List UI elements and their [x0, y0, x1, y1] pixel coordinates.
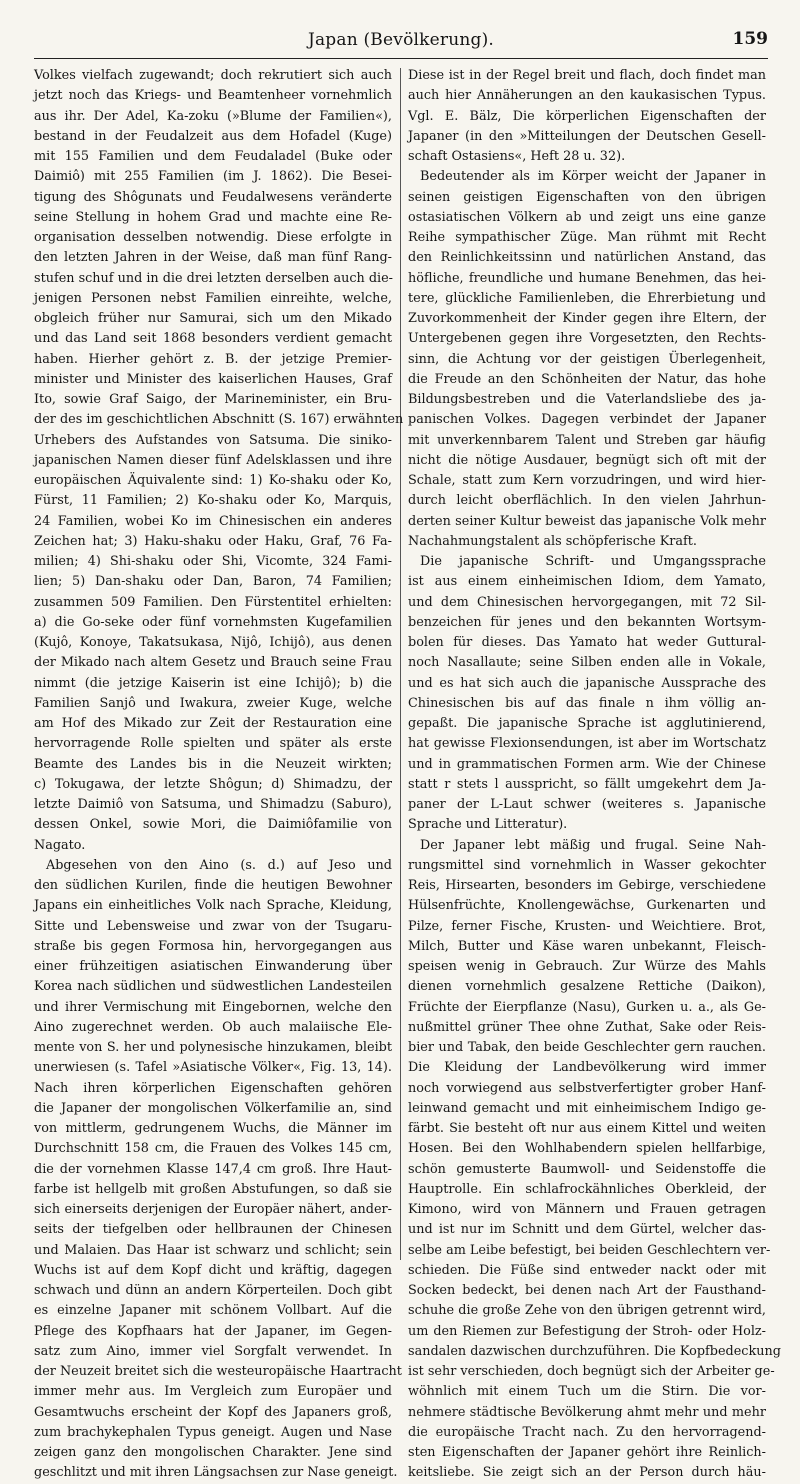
text-line: die Freude an den Schönheiten der Natur, das hohe: [408, 371, 766, 387]
text-line: nicht die nötige Ausdauer, begnügt sich oft mit der: [408, 452, 766, 468]
text-line: schieden. Die Füße sind entweder nackt oder mit: [408, 1262, 766, 1278]
text-line: mit 155 Familien und dem Feudaladel (Buke oder: [34, 149, 392, 164]
text-line: bestand in der Feudalzeit aus dem Hofadel (Kuge): [34, 128, 392, 144]
text-line: Wuchs ist auf dem Kopf dicht und kräftig, dagegen: [34, 1262, 392, 1278]
text-line: am Hof des Mikado zur Zeit der Restauration eine: [34, 716, 392, 731]
text-line: hat gewisse Flexionsendungen, ist aber im Wortschatz: [408, 736, 766, 752]
text-line: panischen Volkes. Dagegen verbindet der Japaner: [408, 412, 766, 428]
text-line: Socken bedeckt, bei denen nach Art der Fausthand-: [408, 1283, 766, 1298]
text-line: Reis, Hirsearten, besonders im Gebirge, verschiedene: [408, 878, 766, 893]
text-line: seits der tiefgelben oder hellbraunen der Chinesen: [34, 1222, 392, 1238]
text-line: c) Tokugawa, der letzte Shôgun; d) Shimadzu, der: [34, 776, 392, 792]
text-line: der des im geschichtlichen Abschnitt (S. 167) erwähnten: [34, 412, 404, 428]
text-line: mit unverkennbarem Talent und Streben gar häufig: [408, 432, 766, 448]
text-line: ist sehr verschieden, doch begnügt sich der Arbeiter ge-: [408, 1364, 775, 1379]
text-line: Vgl. E. Bälz, Die körperlichen Eigenschaften der: [408, 108, 766, 124]
text-line: Familien Sanjô und Iwakura, zweier Kuge, welche: [34, 695, 392, 711]
page-number: 159: [732, 29, 768, 49]
text-line: Pilze, ferner Fische, Krusten- und Weichtiere. Brot,: [408, 918, 766, 934]
text-line: japanischen Namen dieser fünf Adelsklassen und ihre: [34, 452, 392, 468]
text-line: jenigen Personen nebst Familien einreihte, welche,: [34, 290, 392, 306]
text-line: Volkes vielfach zugewandt; doch rekrutiert sich auch: [34, 68, 392, 83]
text-line: jetzt noch das Kriegs- und Beamtenheer vornehmlich: [34, 88, 392, 104]
text-line: statt r stets l ausspricht, so fällt umgekehrt dem Ja-: [408, 776, 766, 792]
text-line: Pflege des Kopfhaars hat der Japaner, im Gegen-: [34, 1323, 392, 1339]
text-line: zeigen ganz den mongolischen Charakter. Jene sind: [34, 1445, 392, 1460]
text-line: ist aus einem einheimischen Idiom, dem Yamato,: [408, 574, 766, 590]
text-line: Zeichen hat; 3) Haku-shaku oder Haku, Graf, 76 Fa-: [34, 533, 392, 549]
text-line: von mittlerm, gedrungenem Wuchs, die Männer im: [34, 1121, 392, 1136]
text-line: höfliche, freundliche und humane Benehmen, das hei-: [408, 270, 766, 286]
text-line: und Malaien. Das Haar ist schwarz und schlicht; sein: [34, 1242, 392, 1258]
text-line: durch leicht oberflächlich. In den vielen Jahrhun-: [408, 493, 766, 509]
text-line: Früchte der Eierpflanze (Nasu), Gurken u. a., als Ge-: [408, 999, 766, 1015]
text-line: noch vorwiegend aus selbstverfertigter grober Hanf-: [408, 1080, 766, 1096]
text-line: Daimiô) mit 255 Familien (im J. 1862). Die Besei-: [34, 169, 392, 185]
text-line: Nachahmungstalent als schöpferische Kraft.: [408, 533, 697, 549]
text-line: sich einerseits derjenigen der Europäer nähert, ander-: [34, 1202, 392, 1217]
text-line: bolen für dieses. Das Yamato hat weder Guttural-: [408, 635, 766, 650]
running-title: Japan (Bevölkerung).: [307, 30, 495, 50]
text-line: milien; 4) Shi-shaku oder Shi, Vicomte, 324 Fami-: [34, 554, 392, 569]
text-line: 24 Familien, wobei Ko im Chinesischen ein anderes: [34, 513, 392, 529]
text-line: organisation desselben notwendig. Diese erfolgte in: [34, 230, 392, 245]
text-line: und ihrer Vermischung mit Eingebornen, welche den: [34, 999, 392, 1015]
text-line: und in grammatischen Formen arm. Wie der Chinese: [408, 756, 766, 772]
text-line: sandalen dazwischen durchzuführen. Die Kopfbedeckung: [408, 1343, 781, 1359]
text-line: selbe am Leibe befestigt, bei beiden Geschlechtern ver-: [408, 1242, 771, 1258]
text-line: dienen vornehmlich gesalzene Rettiche (Daikon),: [408, 979, 766, 995]
text-line: dessen Onkel, sowie Mori, die Daimiôfamilie von: [34, 817, 392, 833]
text-line: straße bis gegen Formosa hin, hervorgegangen aus: [34, 938, 392, 954]
text-line: gepaßt. Die japanische Sprache ist agglutinierend,: [408, 716, 766, 731]
text-line: lien; 5) Dan-shaku oder Dan, Baron, 74 Familien;: [34, 574, 392, 590]
text-line: haben. Hierher gehört z. B. der jetzige Premier-: [34, 351, 392, 367]
text-line: zusammen 509 Familien. Den Fürstentitel erhielten:: [34, 594, 392, 610]
text-line: schön gemusterte Baumwoll- und Seidenstoffe die: [408, 1161, 766, 1177]
text-line: noch Nasallaute; seine Silben enden alle in Vokale,: [408, 655, 766, 671]
text-line: Untergebenen gegen ihre Vorgesetzten, den Rechts-: [408, 331, 766, 347]
text-line: Nagato.: [34, 837, 86, 853]
text-line: paner der L-Laut schwer (weiteres s. Japanische: [408, 797, 766, 812]
text-line: Hülsenfrüchte, Knollengewächse, Gurkenarten und: [408, 898, 766, 914]
text-line: schwach und dünn an andern Körperteilen. Doch gibt: [34, 1283, 392, 1298]
text-line: und dem Chinesischen hervorgegangen, mit 72 Sil-: [408, 594, 766, 610]
text-line: benzeichen für jenes und den bekannten Wortsym-: [408, 614, 766, 630]
text-line: den Reinlichkeitssinn und natürlichen Anstand, das: [408, 250, 766, 266]
text-line: speisen wenig in Gebrauch. Zur Würze des Mahls: [408, 959, 766, 974]
text-line: unerwiesen (s. Tafel »Asiatische Völker«, Fig. 13, 14).: [34, 1060, 392, 1076]
text-line: bier und Tabak, den beide Geschlechter gern rauchen.: [408, 1040, 766, 1055]
text-line: nußmittel grüner Thee ohne Zuthat, Sake oder Reis-: [408, 1019, 766, 1035]
text-line: Diese ist in der Regel breit und flach, doch findet man: [408, 68, 766, 83]
text-line: Bildungsbestreben und die Vaterlandsliebe des ja-: [408, 392, 766, 407]
text-line: die Japaner der mongolischen Völkerfamilie an, sind: [34, 1100, 392, 1116]
text-line: und das Land seit 1868 besonders verdient gemacht: [34, 331, 392, 347]
text-line: sinn, die Achtung vor der geistigen Überlegenheit,: [408, 351, 766, 367]
text-line: obgleich früher nur Samurai, sich um den Mikado: [34, 311, 392, 326]
text-line: Bedeutender als im Körper weicht der Japaner in: [420, 169, 766, 185]
text-line: Kimono, wird von Männern und Frauen getragen: [408, 1202, 766, 1217]
text-line: einer frühzeitigen asiatischen Einwanderung über: [34, 959, 392, 974]
text-line: den südlichen Kurilen, finde die heutigen Bewohner: [34, 878, 392, 893]
text-line: schaft Ostasiens«, Heft 28 u. 32).: [408, 149, 626, 164]
text-line: Sprache und Litteratur).: [408, 817, 568, 833]
text-line: nimmt (die jetzige Kaiserin ist eine Ichijô); b) die: [34, 675, 392, 691]
text-line: Chinesischen bis auf das finale n ihm völlig an-: [408, 695, 766, 711]
text-line: Urhebers des Aufstandes von Satsuma. Die siniko-: [34, 432, 392, 448]
text-line: Durchschnitt 158 cm, die Frauen des Volkes 145 cm,: [34, 1141, 392, 1157]
text-line: es einzelne Japaner mit schönem Vollbart. Auf die: [34, 1303, 392, 1319]
text-line: Korea nach südlichen und südwestlichen Landesteilen: [34, 979, 392, 995]
text-line: Aino zugerechnet werden. Ob auch malaiische Ele-: [34, 1019, 392, 1035]
text-line: tere, glückliche Familienleben, die Ehrerbietung und: [408, 290, 766, 306]
text-line: Zuvorkommenheit der Kinder gegen ihre Eltern, der: [408, 311, 766, 326]
text-line: der Mikado nach altem Gesetz und Brauch seine Frau: [34, 655, 392, 671]
text-line: und ist nur im Schnitt und dem Gürtel, welcher das-: [408, 1222, 766, 1238]
text-line: Milch, Butter und Käse waren unbekannt, Fleisch-: [408, 938, 766, 954]
text-line: Japaner (in den »Mitteilungen der Deutschen Gesell-: [408, 128, 766, 144]
text-line: farbe ist hellgelb mit großen Abstufungen, so daß sie: [34, 1181, 392, 1197]
text-line: seinen geistigen Eigenschaften von den übrigen: [408, 189, 766, 205]
text-line: keitsliebe. Sie zeigt sich an der Person durch häu-: [408, 1465, 766, 1481]
text-line: wöhnlich mit einem Tuch um die Stirn. Die vor-: [408, 1384, 766, 1400]
text-line: rungsmittel sind vornehmlich in Wasser gekochter: [408, 857, 766, 873]
text-line: die europäische Tracht nach. Zu den hervorragend-: [408, 1424, 766, 1440]
left-column: [34, 66, 404, 1481]
text-line: der Neuzeit breitet sich die westeuropäische Haartracht: [34, 1364, 402, 1379]
text-line: den letzten Jahren in der Weise, daß man fünf Rang-: [34, 250, 392, 266]
text-line: Nach ihren körperlichen Eigenschaften gehören: [34, 1080, 392, 1096]
text-line: minister und Minister des kaiserlichen Hauses, Graf: [34, 371, 392, 387]
text-line: Der Japaner lebt mäßig und frugal. Seine Nah-: [420, 837, 766, 853]
text-line: färbt. Sie besteht oft nur aus einem Kittel und weiten: [408, 1121, 766, 1136]
text-line: ostasiatischen Völkern ab und zeigt uns eine ganze: [408, 209, 766, 225]
text-line: Die Kleidung der Landbevölkerung wird immer: [408, 1060, 766, 1076]
text-line: Japans ein einheitliches Volk nach Sprache, Kleidung,: [34, 898, 392, 914]
text-line: Reihe sympathischer Züge. Man rühmt mit Recht: [408, 230, 766, 245]
text-line: letzte Daimiô von Satsuma, und Shimadzu (Saburo),: [34, 797, 392, 812]
text-line: nehmere städtische Bevölkerung ahmt mehr und mehr: [408, 1404, 766, 1420]
text-line: tigung des Shôgunats und Feudalwesens veränderte: [34, 189, 392, 205]
text-line: geschlitzt und mit ihren Längsachsen zur Nase geneigt.: [34, 1465, 398, 1481]
text-line: schuhe die große Zehe von den übrigen getrennt wird,: [408, 1303, 766, 1319]
text-line: satz zum Aino, immer viel Sorgfalt verwendet. In: [34, 1343, 392, 1359]
text-line: mente von S. her und polynesische hinzukamen, bleibt: [34, 1040, 392, 1055]
text-line: Gesamtwuchs erscheint der Kopf des Japaners groß,: [34, 1404, 392, 1420]
text-line: a) die Go-seke oder fünf vornehmsten Kugefamilien: [34, 614, 392, 630]
text-line: seine Stellung in hohem Grad und machte eine Re-: [34, 209, 392, 225]
text-line: immer mehr aus. Im Vergleich zum Europäer und: [34, 1384, 392, 1400]
text-line: Hauptrolle. Ein schlafrockähnliches Oberkleid, der: [408, 1181, 766, 1197]
text-line: Ito, sowie Graf Saigo, der Marineminister, ein Bru-: [34, 392, 392, 407]
text-line: Hosen. Bei den Wohlhabendern spielen hellfarbige,: [408, 1141, 766, 1157]
text-line: (Kujô, Konoye, Takatsukasa, Nijô, Ichijô), aus denen: [34, 635, 392, 650]
text-line: und es hat sich auch die japanische Aussprache des: [408, 675, 766, 691]
text-line: Sitte und Lebensweise und zwar von der Tsugaru-: [34, 918, 392, 934]
text-line: leinwand gemacht und mit einheimischem Indigo ge-: [408, 1100, 766, 1116]
right-column: [408, 66, 781, 1481]
text-line: aus ihr. Der Adel, Ka-zoku (»Blume der Familien«),: [34, 108, 392, 124]
text-line: Schale, statt zum Kern vorzudringen, und wird hier-: [408, 473, 766, 488]
text-line: sten Eigenschaften der Japaner gehört ihre Reinlich-: [408, 1445, 766, 1460]
text-line: europäischen Äquivalente sind: 1) Ko-shaku oder Ko,: [34, 473, 392, 488]
text-line: Abgesehen von den Aino (s. d.) auf Jeso und: [46, 857, 392, 873]
text-line: die der vornehmen Klasse 147,4 cm groß. Ihre Haut-: [34, 1161, 392, 1177]
text-line: Fürst, 11 Familien; 2) Ko-shaku oder Ko, Marquis,: [34, 493, 392, 509]
page-header: [34, 28, 768, 59]
text-line: derten seiner Kultur beweist das japanische Volk mehr: [408, 513, 766, 529]
text-line: auch hier Annäherungen an den kaukasischen Typus.: [408, 88, 766, 104]
text-columns: [34, 66, 781, 1481]
text-line: Die japanische Schrift- und Umgangssprache: [420, 554, 766, 569]
text-line: zum brachykephalen Typus geneigt. Augen und Nase: [34, 1424, 392, 1440]
text-line: stufen schuf und in die drei letzten derselben auch die-: [34, 270, 394, 286]
text-line: Beamte des Landes bis in die Neuzeit wirkten;: [34, 756, 392, 772]
text-line: hervorragende Rolle spielten und später als erste: [34, 736, 392, 752]
text-line: um den Riemen zur Befestigung der Stroh- oder Holz-: [408, 1323, 766, 1339]
